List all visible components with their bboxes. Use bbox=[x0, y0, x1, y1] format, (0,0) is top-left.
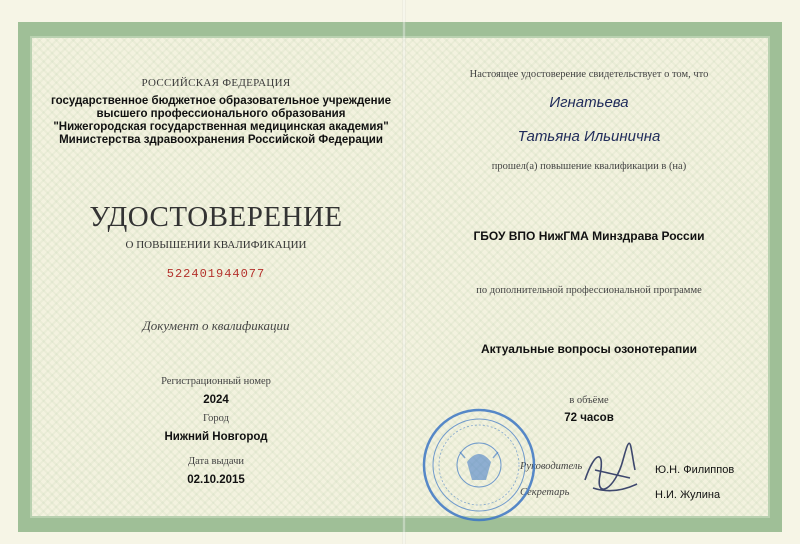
signature-scribble-icon bbox=[575, 440, 645, 500]
signatory-name-director: Ю.Н. Филиппов bbox=[655, 464, 735, 476]
left-page bbox=[30, 0, 402, 544]
document-type: Документ о квалификации bbox=[142, 318, 290, 333]
completed-text: прошел(а) повышение квалификации в (на) bbox=[491, 161, 687, 172]
volume-label: в объёме bbox=[569, 395, 609, 406]
program-name: Актуальные вопросы озонотерапии bbox=[480, 342, 698, 356]
institution-name: государственное бюджетное образовательное учреждение высшего профессионального образования "Нижегородская государственная медицинская академия" Министерства здравоохранения Российской Федерации bbox=[50, 95, 392, 146]
document-title: УДОСТОВЕРЕНИЕ bbox=[89, 201, 343, 233]
document-subtitle: О ПОВЫШЕНИИ КВАЛИФИКАЦИИ bbox=[125, 239, 307, 251]
registration-number: 2024 bbox=[203, 394, 229, 406]
intro-text: Настоящее удостоверение свидетельствует о том, что bbox=[469, 69, 709, 80]
registration-label: Регистрационный номер bbox=[161, 376, 271, 387]
city-value: Нижний Новгород bbox=[164, 431, 268, 443]
signatory-role-director: Руководитель bbox=[520, 461, 583, 472]
volume-value: 72 часов bbox=[564, 412, 614, 424]
official-stamp-icon bbox=[420, 406, 538, 524]
country-heading: РОССИЙСКАЯ ФЕДЕРАЦИЯ bbox=[141, 77, 291, 89]
center-fold bbox=[402, 0, 406, 544]
institution-short-name: ГБОУ ВПО НижГМА Минздрава России bbox=[473, 229, 705, 243]
signatory-role-secretary: Секретарь bbox=[520, 487, 570, 498]
recipient-given-name: Татьяна Ильинична bbox=[517, 128, 661, 145]
city-label: Город bbox=[203, 413, 229, 424]
issue-date: 02.10.2015 bbox=[187, 474, 245, 486]
recipient-surname: Игнатьева bbox=[549, 94, 629, 111]
issue-date-label: Дата выдачи bbox=[187, 456, 245, 467]
serial-number: 522401944077 bbox=[166, 267, 266, 281]
program-label: по дополнительной профессиональной программе bbox=[476, 285, 702, 296]
signatory-name-secretary: Н.И. Жулина bbox=[655, 489, 721, 501]
